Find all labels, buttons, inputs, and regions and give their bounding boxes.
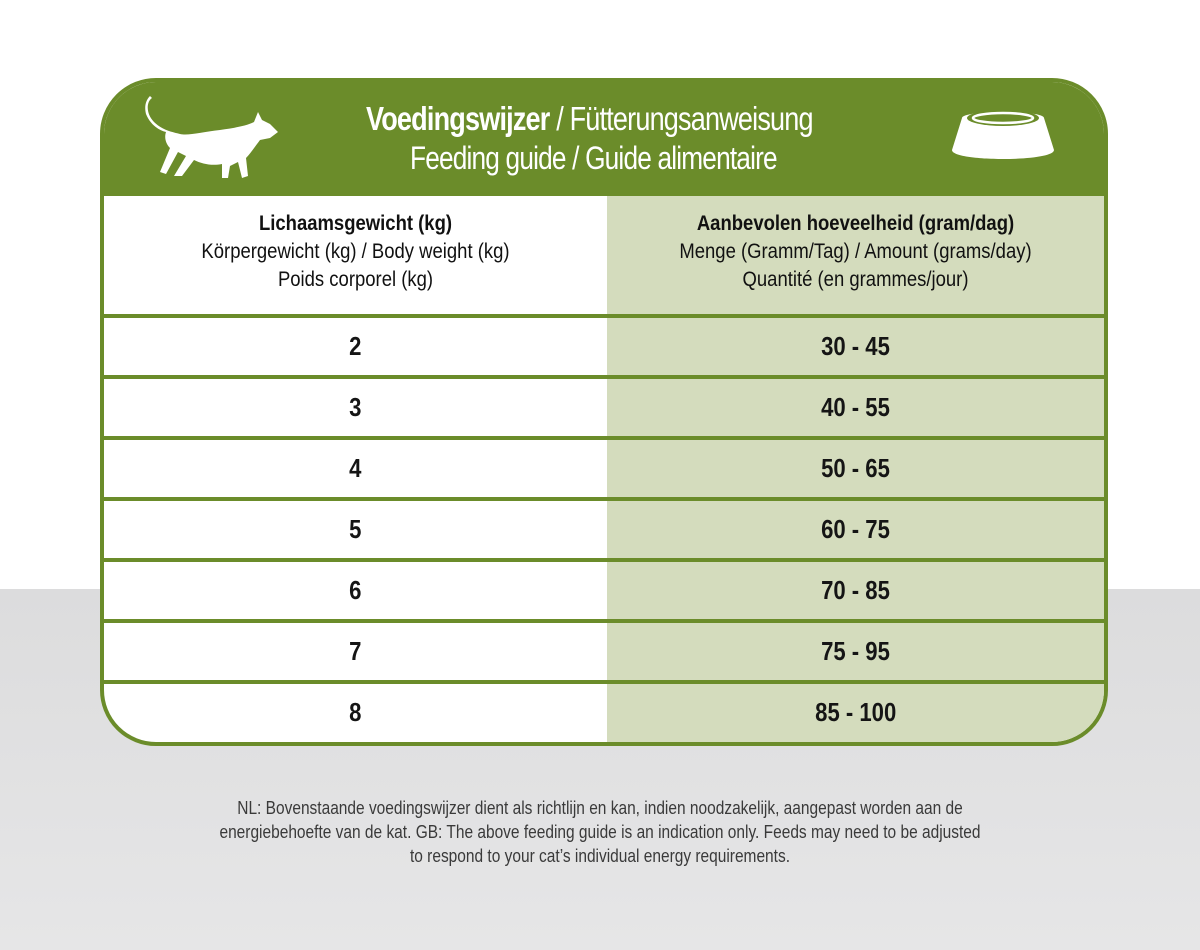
footnote-line-2: energiebehoefte van de kat. GB: The above feeding guide is an indication only. Feeds may need to be adjusted — [219, 822, 981, 842]
guide-subtitle: Feeding guide / Guide alimentaire — [410, 140, 777, 176]
header-banner — [104, 82, 1104, 196]
weight-column-header — [104, 196, 607, 314]
weight-cell: 6 — [349, 575, 362, 605]
disclaimer-footnote — [100, 796, 1100, 868]
table-row — [104, 497, 1104, 558]
table-row — [104, 558, 1104, 619]
cat-icon — [142, 92, 287, 184]
amount-header-de-gb: Menge (Gramm/Tag) / Amount (grams/day) — [679, 240, 1032, 263]
weight-cell: 7 — [349, 636, 362, 666]
food-bowl-icon — [948, 104, 1058, 164]
amount-cell: 75 - 95 — [821, 636, 890, 666]
feeding-guide-card — [100, 78, 1108, 746]
weight-cell: 5 — [349, 514, 362, 544]
table-row — [104, 436, 1104, 497]
amount-cell: 70 - 85 — [821, 575, 890, 605]
amount-cell: 40 - 55 — [821, 392, 890, 422]
amount-cell: 85 - 100 — [814, 697, 897, 727]
feeding-table-body — [104, 314, 1104, 741]
amount-header-nl: Aanbevolen hoeveelheid (gram/dag) — [696, 212, 1015, 235]
table-row — [104, 314, 1104, 375]
amount-cell: 30 - 45 — [821, 331, 890, 361]
weight-cell: 4 — [349, 453, 362, 483]
amount-column-header — [607, 196, 1104, 314]
footnote-line-1: NL: Bovenstaande voedingswijzer dient als richtlijn en kan, indien noodzakelijk, aangepast worden aan de — [237, 798, 963, 818]
guide-title — [366, 100, 813, 138]
title-bold: Voedingswijzer — [366, 100, 550, 137]
weight-header-de-gb: Körpergewicht (kg) / Body weight (kg) — [201, 240, 510, 263]
weight-header-fr: Poids corporel (kg) — [277, 268, 434, 291]
amount-header-fr: Quantité (en grammes/jour) — [742, 268, 969, 291]
amount-cell: 50 - 65 — [821, 453, 890, 483]
table-row — [104, 619, 1104, 680]
weight-cell: 3 — [349, 392, 362, 422]
title-rest: / Fütterungsanweisung — [549, 100, 813, 137]
amount-cell: 60 - 75 — [821, 514, 890, 544]
table-row — [104, 680, 1104, 741]
weight-cell: 2 — [349, 331, 362, 361]
weight-cell: 8 — [349, 697, 362, 727]
table-row — [104, 375, 1104, 436]
footnote-line-3: to respond to your cat’s individual energy requirements. — [409, 846, 791, 866]
weight-header-nl: Lichaamsgewicht (kg) — [258, 212, 453, 235]
